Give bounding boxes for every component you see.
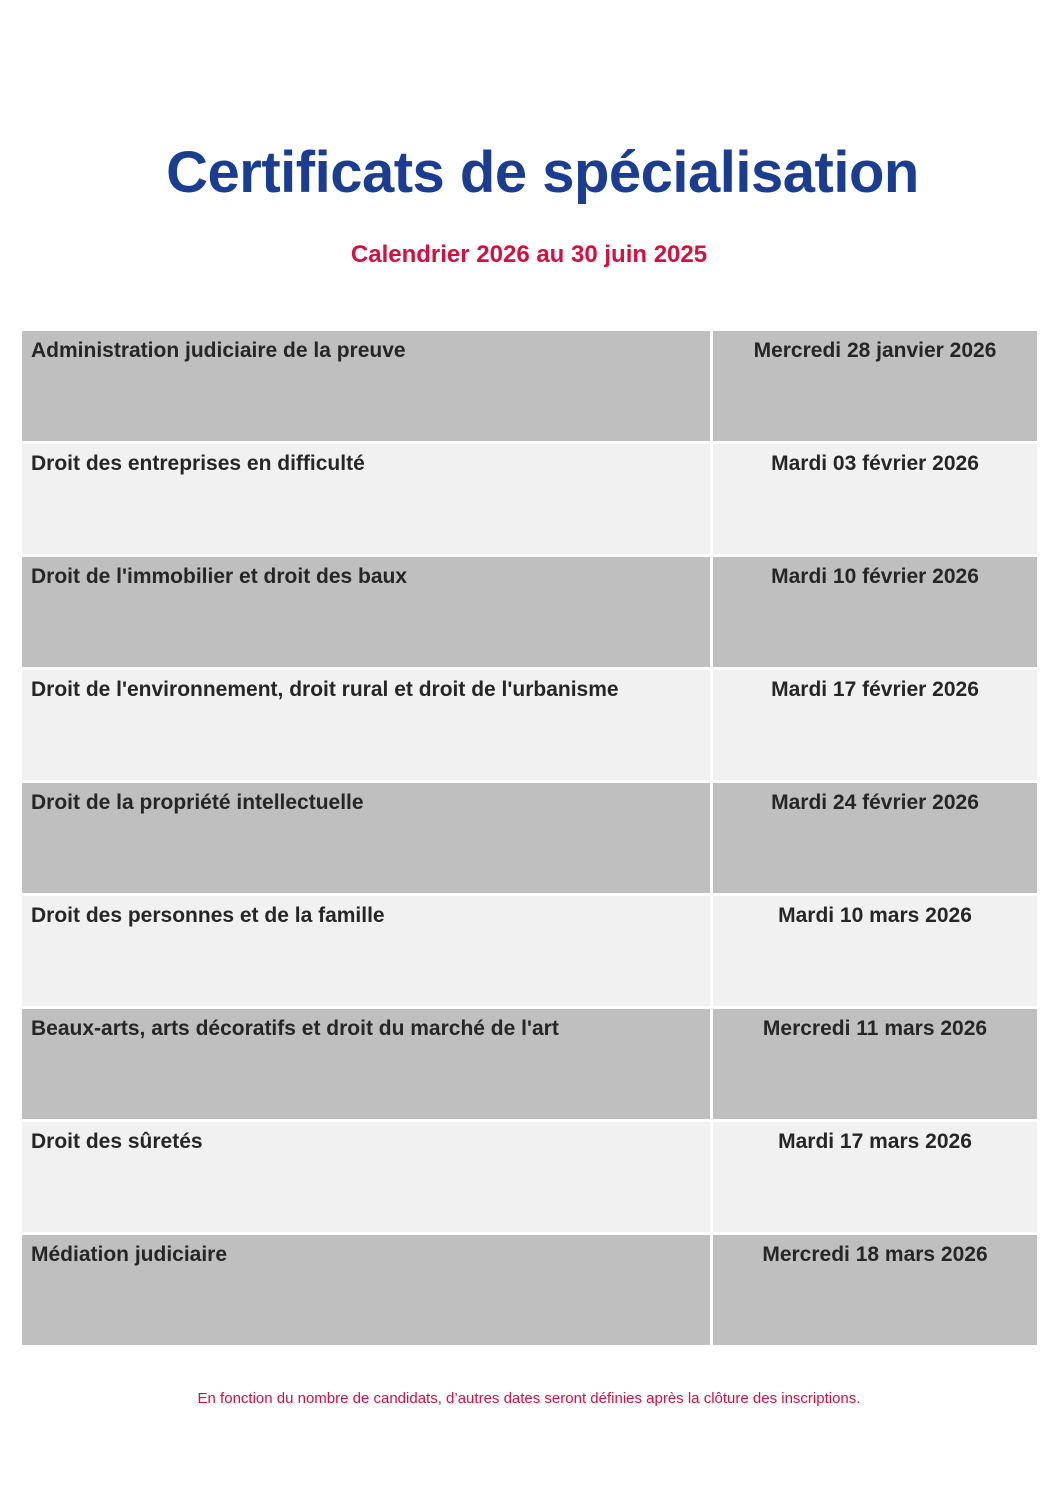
certificate-name: Droit des entreprises en difficulté	[22, 444, 710, 554]
certificate-name: Droit de l'environnement, droit rural et droit de l'urbanisme	[22, 670, 710, 780]
certificate-name: Droit de la propriété intellectuelle	[22, 783, 710, 893]
table-row	[22, 783, 1037, 896]
page-subtitle: Calendrier 2026 au 30 juin 2025	[350, 241, 708, 268]
table-row	[22, 444, 1037, 557]
exam-date: Mardi 10 mars 2026	[713, 896, 1037, 1006]
table-row	[22, 557, 1037, 670]
page-title: Certificats de spécialisation	[166, 140, 919, 205]
table-row	[22, 1235, 1037, 1348]
exam-date: Mardi 24 février 2026	[713, 783, 1037, 893]
table-row	[22, 1009, 1037, 1122]
footnote: En fonction du nombre de candidats, d’autres dates seront définies après la clôture des inscriptions.	[197, 1390, 861, 1407]
schedule-table	[22, 331, 1037, 1348]
exam-date: Mardi 17 mars 2026	[713, 1122, 1037, 1232]
certificate-name: Médiation judiciaire	[22, 1235, 710, 1345]
certificate-name: Droit de l'immobilier et droit des baux	[22, 557, 710, 667]
exam-date: Mardi 17 février 2026	[713, 670, 1037, 780]
table-row	[22, 896, 1037, 1009]
table-row	[22, 331, 1037, 444]
exam-date: Mercredi 11 mars 2026	[713, 1009, 1037, 1119]
certificate-name: Beaux-arts, arts décoratifs et droit du marché de l'art	[22, 1009, 710, 1119]
exam-date: Mercredi 28 janvier 2026	[713, 331, 1037, 441]
table-row	[22, 670, 1037, 783]
exam-date: Mercredi 18 mars 2026	[713, 1235, 1037, 1345]
table-row	[22, 1122, 1037, 1235]
certificate-name: Administration judiciaire de la preuve	[22, 331, 710, 441]
certificate-name: Droit des sûretés	[22, 1122, 710, 1232]
exam-date: Mardi 03 février 2026	[713, 444, 1037, 554]
certificate-name: Droit des personnes et de la famille	[22, 896, 710, 1006]
exam-date: Mardi 10 février 2026	[713, 557, 1037, 667]
